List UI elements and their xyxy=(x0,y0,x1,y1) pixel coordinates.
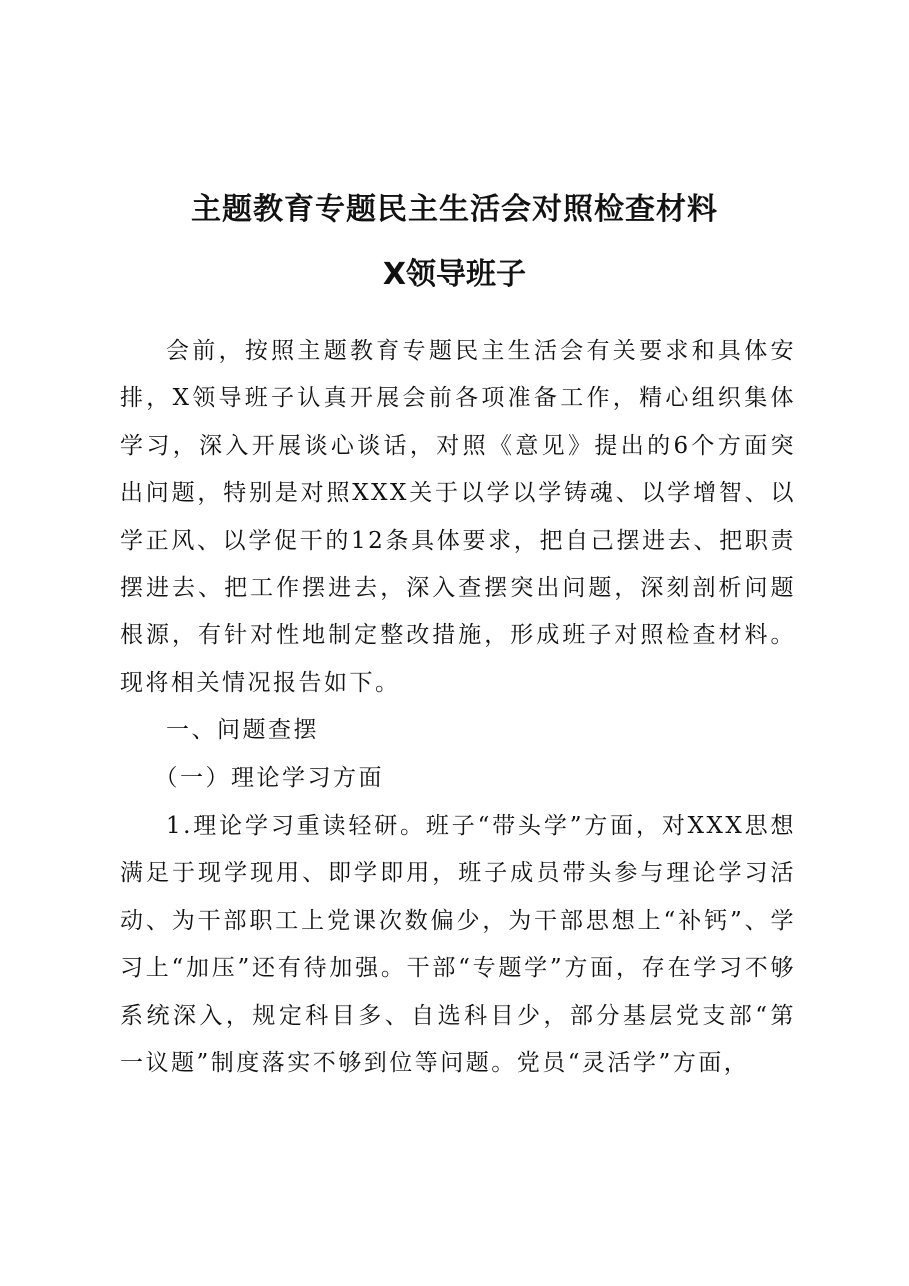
subsection-heading: （一）理论学习方面 xyxy=(154,765,384,791)
document-title: 主题教育专题民主生活会对照检查材料 xyxy=(191,192,718,227)
body-paragraph: 1.理论学习重读轻研。班子“带头学”方面，对XXX思想满足于现学现用、即学即用，班子成员带头参与理论学习活动、为干部职工上党课次数偏少，为干部思想上“补钙”、学习上“加压”还有待加强。干部“专题学”方面，存在学习不够系统深入，规定科目多、自选科目少，部分基层党支部“第一议题”制度落实不够到位等问题。党员“灵活学”方面， xyxy=(120,813,796,1077)
section-heading: 一、问题查摆 xyxy=(166,717,319,743)
intro-paragraph: 会前，按照主题教育专题民主生活会有关要求和具体安排，X领导班子认真开展会前各项准备工作，精心组织集体学习，深入开展谈心谈话，对照《意见》提出的6个方面突出问题，特别是对照XXX关于以学以学铸魂、以学增智、以学正风、以学促干的12条具体要求，把自己摆进去、把职责摆进去、把工作摆进去，深入查摆突出问题，深刻剖析问题根源，有针对性地制定整改措施，形成班子对照检查材料。现将相关情况报告如下。 xyxy=(120,338,796,696)
document-subtitle: X领导班子 xyxy=(382,257,527,292)
